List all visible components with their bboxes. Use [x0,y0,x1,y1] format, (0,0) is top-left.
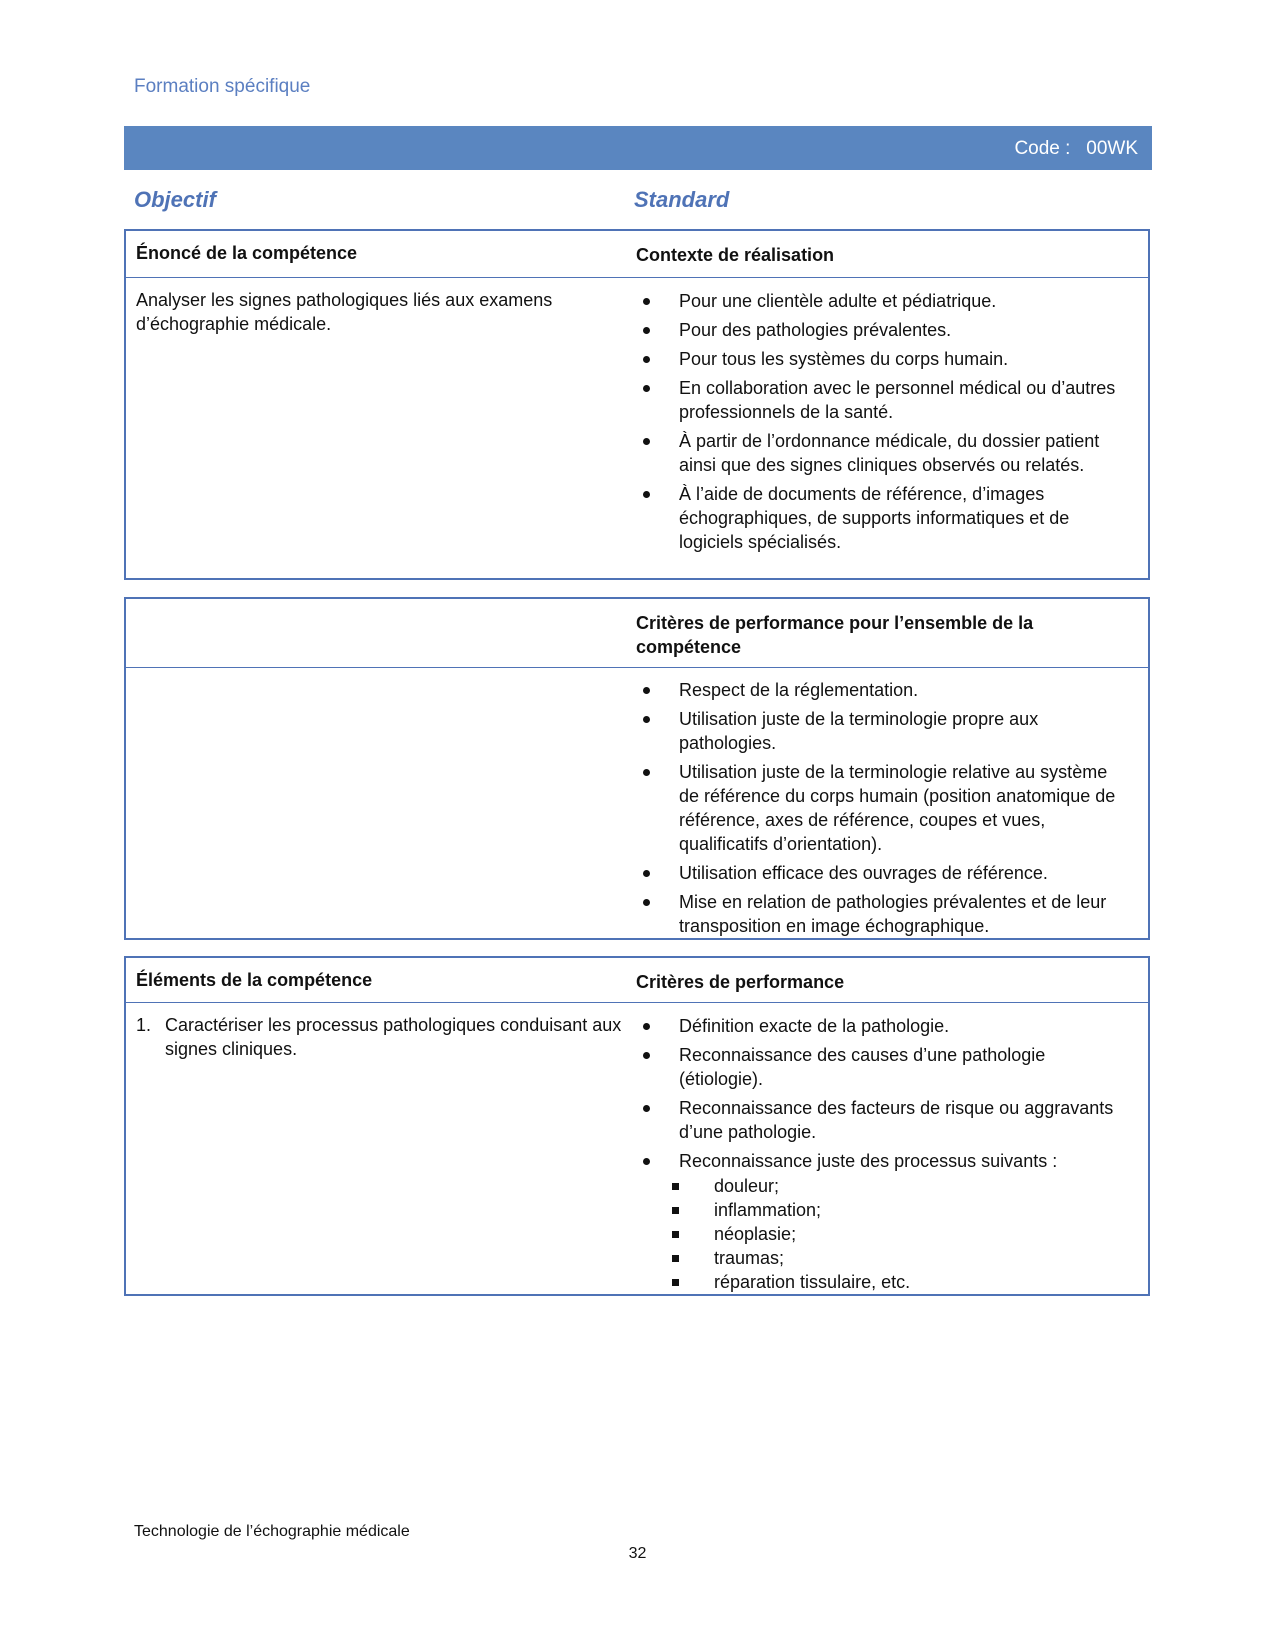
sub-list-item: douleur; [636,1174,1116,1198]
sub-list-item: réparation tissulaire, etc. [636,1270,1116,1294]
elements-heading: Éléments de la compétence [136,970,373,990]
square-bullet-icon [672,1231,679,1238]
standard-label: Standard [634,187,730,212]
overall-criteria-panel [124,597,1150,940]
list-item: Reconnaissance juste des processus suivants : douleur; inflammation; néoplasie; traumas; réparation tissulaire, etc. [636,1149,1116,1294]
list-item: Utilisation juste de la terminologie relative au système de référence du corps humain (position anatomique de référence, axes de référence, coupes et vues, qualificatifs d’orientation). [636,760,1116,856]
bullet-icon [643,438,650,445]
list-item: Pour une clientèle adulte et pédiatrique. [636,289,1116,313]
panel-header [126,231,1148,278]
square-bullet-icon [672,1255,679,1262]
overall-criteria-list [636,678,1116,943]
list-item: À partir de l’ordonnance médicale, du dossier patient ainsi que des signes cliniques observés ou relatés. [636,429,1116,477]
bullet-icon [643,899,650,906]
bullet-icon [643,687,650,694]
bullet-icon [643,1105,650,1112]
bullet-icon [643,356,650,363]
bullet-icon [643,769,650,776]
overall-criteria-heading: Critères de performance pour l’ensemble de la compétence [636,613,1034,657]
list-item: Respect de la réglementation. [636,678,1116,702]
criteria-heading: Critères de performance [636,972,845,992]
bullet-icon [643,716,650,723]
context-heading: Contexte de réalisation [636,245,835,265]
competency-code: Code : 00WK [1014,138,1138,159]
list-item: Utilisation juste de la terminologie propre aux pathologies. [636,707,1116,755]
bullet-icon [643,385,650,392]
sub-list-item: inflammation; [636,1198,1116,1222]
page-number: 32 [628,1545,647,1562]
square-bullet-icon [672,1279,679,1286]
list-item: Reconnaissance des causes d’une pathologie (étiologie). [636,1043,1116,1091]
list-item: Pour des pathologies prévalentes. [636,318,1116,342]
list-item: En collaboration avec le personnel médical ou d’autres professionnels de la santé. [636,376,1116,424]
footer-program-name: Technologie de l’échographie médicale [134,1523,410,1540]
bullet-icon [643,491,650,498]
bullet-icon [643,327,650,334]
element-text: Caractériser les processus pathologiques conduisant aux signes cliniques. [165,1015,622,1059]
code-bar [124,126,1152,170]
list-item: Mise en relation de pathologies prévalentes et de leur transposition en image échographique. [636,890,1116,938]
list-item: Reconnaissance des facteurs de risque ou aggravants d’une pathologie. [636,1096,1116,1144]
context-list [636,289,1116,559]
list-item: Définition exacte de la pathologie. [636,1014,1116,1038]
statement-context-panel [124,229,1150,580]
square-bullet-icon [672,1183,679,1190]
list-item: Utilisation efficace des ouvrages de référence. [636,861,1116,885]
competency-element [136,1013,626,1061]
sub-list-item: néoplasie; [636,1222,1116,1246]
element-number: 1. [136,1015,152,1035]
list-item: À l’aide de documents de référence, d’images échographiques, de supports informatiques et de logiciels spécialisés. [636,482,1116,554]
statement-heading: Énoncé de la compétence [136,243,358,263]
square-bullet-icon [672,1207,679,1214]
objectif-label: Objectif [134,187,216,212]
list-item: Pour tous les systèmes du corps humain. [636,347,1116,371]
panel-header [126,599,1148,668]
bullet-icon [643,870,650,877]
panel-header [126,958,1148,1003]
page-header-title: Formation spécifique [134,76,311,97]
elements-criteria-panel [124,956,1150,1296]
performance-criteria-list [636,1014,1116,1299]
bullet-icon [643,1023,650,1030]
bullet-icon [643,298,650,305]
competency-statement: Analyser les signes pathologiques liés aux examens d’échographie médicale. [136,290,553,334]
bullet-icon [643,1158,650,1165]
bullet-icon [643,1052,650,1059]
sub-list-item: traumas; [636,1246,1116,1270]
process-sublist [636,1174,1116,1294]
